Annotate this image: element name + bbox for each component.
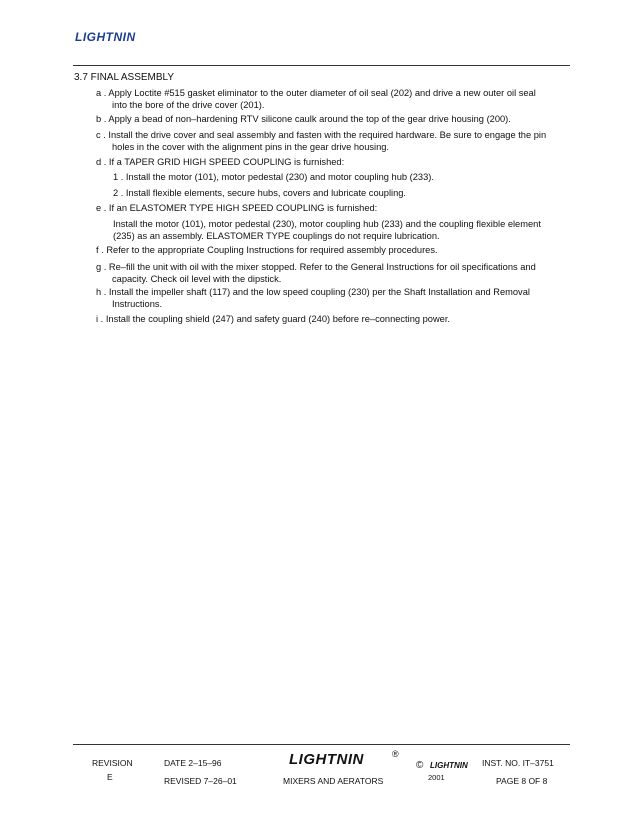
instruction-d-1 (113, 172, 434, 184)
header-rule (73, 65, 570, 66)
instruction-text: g . Re–fill the unit with oil with the mixer stopped. Refer to the General Instructions for oil specifications and (96, 262, 536, 272)
revised-text: REVISED 7–26–01 (164, 776, 237, 786)
instruction-text: h . Install the impeller shaft (117) and the low speed coupling (230) per the Shaft Installation and Removal (96, 287, 530, 297)
registered-mark: ® (392, 749, 399, 759)
date-text: DATE 2–15–96 (164, 758, 222, 768)
instruction-text: 1 . Install the motor (101), motor pedestal (230) and motor coupling hub (233). (113, 172, 434, 182)
copyright-year: 2001 (428, 773, 445, 782)
instruction-text: f . Refer to the appropriate Coupling Instructions for required assembly procedures. (96, 245, 438, 255)
instruction-text: e . If an ELASTOMER TYPE HIGH SPEED COUPLING is furnished: (96, 203, 378, 213)
instruction-text: b . Apply a bead of non–hardening RTV silicone caulk around the top of the gear drive housing (200). (96, 114, 511, 124)
footer-brand: LIGHTNIN (289, 751, 364, 768)
instruction-c (96, 130, 546, 153)
instruction-b (96, 114, 511, 126)
copyright-symbol: © (416, 760, 424, 771)
instruction-i (96, 314, 450, 326)
instruction-f (96, 245, 438, 257)
instruction-e-detail (113, 219, 541, 242)
instruction-g (96, 262, 536, 285)
revision-label: REVISION (92, 758, 133, 768)
instruction-continuation: (235) as an assembly. ELASTOMER TYPE couplings do not require lubrication. (113, 230, 440, 241)
instruction-a (96, 88, 536, 111)
instruction-number: INST. NO. IT–3751 (482, 758, 554, 768)
instruction-continuation: Instructions. (112, 298, 163, 309)
instruction-d-2 (113, 188, 406, 200)
section-title: 3.7 FINAL ASSEMBLY (74, 72, 175, 83)
instruction-text: i . Install the coupling shield (247) and safety guard (240) before re–connecting power. (96, 314, 451, 324)
instruction-text: c . Install the drive cover and seal assembly and fasten with the required hardware. Be sure to engage the pin (96, 130, 547, 140)
instruction-continuation: into the bore of the drive cover (201). (112, 99, 265, 110)
footer-tagline: MIXERS AND AERATORS (283, 776, 384, 786)
instruction-h (96, 287, 530, 310)
instruction-text: d . If a TAPER GRID HIGH SPEED COUPLING is furnished: (96, 157, 345, 167)
instruction-text: 2 . Install flexible elements, secure hubs, covers and lubricate coupling. (113, 188, 407, 198)
instruction-d (96, 157, 344, 169)
instruction-text: Install the motor (101), motor pedestal (230), motor coupling hub (233) and the coupling flexible element (113, 219, 541, 229)
copyright-brand: LIGHTNIN (430, 761, 468, 770)
footer-rule (73, 744, 570, 745)
page-number: PAGE 8 OF 8 (496, 776, 548, 786)
lightnin-logo: LIGHTNIN (75, 30, 136, 44)
revision-value: E (107, 772, 113, 782)
instruction-continuation: holes in the cover with the alignment pins in the gear drive housing. (112, 141, 390, 152)
instruction-e (96, 203, 377, 215)
instruction-continuation: capacity. Check oil level with the dipstick. (112, 273, 282, 284)
instruction-text: a . Apply Loctite #515 gasket eliminator to the outer diameter of oil seal (202) and drive a new outer oil seal (96, 88, 536, 98)
